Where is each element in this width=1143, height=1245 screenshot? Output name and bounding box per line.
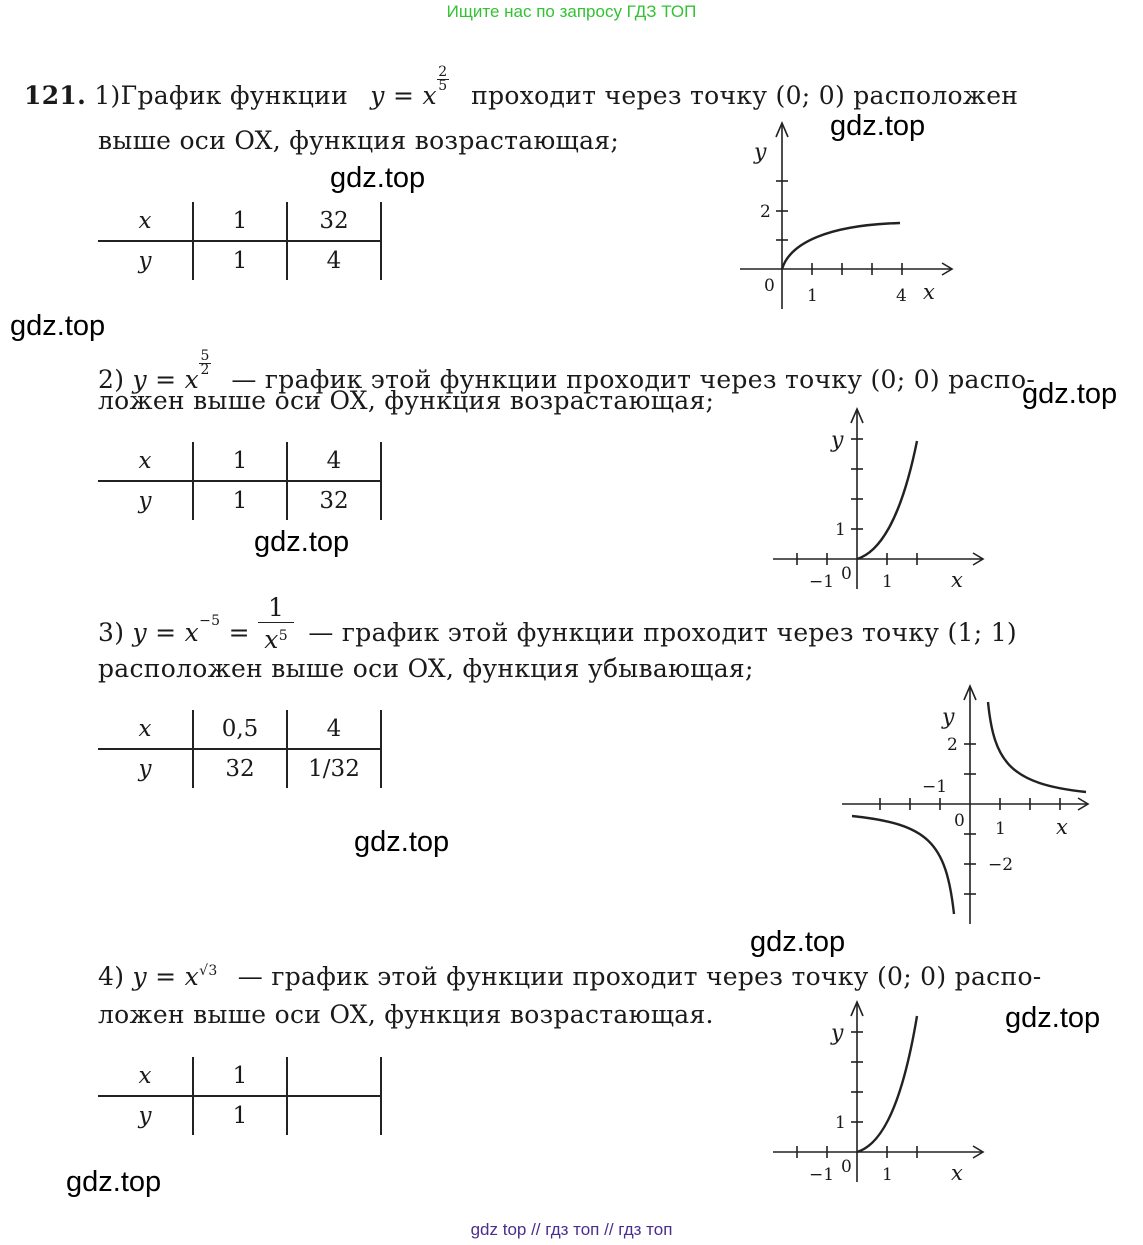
part1-line1	[24, 66, 1018, 110]
origin-label: 0	[764, 276, 775, 296]
watermark: gdz.top	[10, 310, 106, 342]
tick-label: 1	[995, 819, 1006, 839]
watermark: gdz.top	[830, 110, 926, 142]
watermark: gdz.top	[330, 162, 426, 194]
table-cell: y	[138, 488, 152, 514]
part3-formula: y = x	[132, 618, 200, 647]
table-cell: 1	[193, 481, 287, 520]
part4-label: 4)	[98, 962, 125, 991]
part3-label: 3)	[98, 618, 125, 647]
part3-value-table	[98, 710, 382, 788]
table-cell: 1	[193, 1096, 287, 1135]
y-axis-label: y	[754, 140, 767, 165]
tick-label: 1	[835, 1113, 846, 1133]
watermark: gdz.top	[1022, 378, 1118, 410]
part4-value-table	[98, 1057, 382, 1135]
x-axis-label: x	[951, 568, 963, 592]
watermark: gdz.top	[254, 526, 350, 558]
part4-line2: ложен выше оси OX, функция возрастающая.	[98, 1000, 714, 1029]
tick-label: 1	[807, 286, 818, 306]
origin-label: 0	[954, 811, 965, 831]
table-cell: 0,5	[193, 710, 287, 749]
part4-exponent: √3	[199, 963, 218, 979]
part1-text-a: График функции	[120, 81, 349, 110]
footer-links[interactable]: gdz top // гдз топ // гдз топ	[470, 1220, 673, 1239]
part3-graph	[838, 682, 1094, 928]
table-cell: 32	[193, 749, 287, 788]
y-axis-label: y	[831, 428, 844, 453]
tick-label: 1	[882, 572, 893, 592]
tick-label: 1	[882, 1165, 893, 1185]
part4-text-a: — график этой функции проходит через точку (0; 0) распо-	[237, 962, 1042, 991]
watermark: gdz.top	[354, 826, 450, 858]
part3-equals: =	[228, 618, 250, 647]
table-cell: 1	[193, 202, 287, 241]
table-cell: 1	[193, 442, 287, 481]
part2-value-table	[98, 442, 382, 520]
origin-label: 0	[841, 564, 852, 584]
part1-exponent: $\frac{2}{5}$	[438, 64, 448, 94]
table-cell: 32	[287, 481, 381, 520]
tick-label: 4	[896, 286, 907, 306]
table-cell: y	[138, 756, 152, 782]
tick-label: 2	[947, 735, 958, 755]
table-cell: y	[138, 1103, 152, 1129]
tick-label: −2	[988, 855, 1014, 875]
part1-line2: выше оси OX, функция возрастающая;	[98, 126, 620, 155]
part2-label: 2)	[98, 365, 125, 394]
part3-fraction: $\frac{1}{x^5}$	[258, 594, 294, 653]
part4-formula: y = x	[132, 962, 200, 991]
table-cell: 4	[287, 710, 381, 749]
table-cell: 4	[287, 442, 381, 481]
table-cell: 32	[287, 202, 381, 241]
x-axis-label: x	[951, 1161, 963, 1185]
tick-label: 1	[835, 520, 846, 540]
y-axis-label: y	[942, 705, 955, 730]
part2-text-a: — график этой функции проходит через точку (0; 0) распо-	[231, 365, 1036, 394]
tick-label: −1	[922, 777, 948, 797]
origin-label: 0	[841, 1157, 852, 1177]
part3-exponent: −5	[199, 613, 221, 629]
part1-graph	[730, 115, 970, 315]
watermark: gdz.top	[1005, 1002, 1101, 1034]
part3-line2: расположен выше оси OX, функция убывающая;	[98, 654, 754, 683]
table-cell	[287, 1096, 381, 1135]
table-cell: x	[98, 202, 193, 241]
table-cell: 4	[287, 241, 381, 280]
table-cell: x	[98, 1057, 193, 1096]
part1-label: 1)	[94, 81, 121, 110]
part1-value-table	[98, 202, 382, 280]
part2-graph	[765, 405, 995, 595]
x-axis-label: x	[923, 280, 935, 304]
tick-label: −1	[809, 572, 835, 592]
table-cell: 1	[193, 1057, 287, 1096]
y-axis-label: y	[831, 1021, 844, 1046]
part1-formula: y = x	[370, 81, 437, 110]
table-cell	[287, 1057, 381, 1096]
table-cell: 1	[193, 241, 287, 280]
tick-label: 2	[760, 202, 771, 222]
table-cell: y	[138, 248, 152, 274]
part2-line2: ложен выше оси OX, функция возрастающая;	[98, 386, 715, 415]
part3-line1	[98, 594, 1017, 656]
tick-label: −1	[809, 1165, 835, 1185]
part4-line1	[98, 962, 1042, 991]
search-hint-link[interactable]: Ищите нас по запросу ГДЗ ТОП	[446, 2, 697, 21]
table-cell: x	[98, 710, 193, 749]
part2-formula: y = x	[132, 365, 200, 394]
watermark: gdz.top	[66, 1166, 162, 1198]
problem-number: 121.	[24, 81, 87, 110]
part4-graph	[765, 998, 995, 1188]
part2-exponent: $\frac{5}{2}$	[200, 348, 210, 378]
part3-text-a: — график этой функции проходит через точку (1; 1)	[308, 618, 1017, 647]
part1-text-b: проходит через точку (0; 0) расположен	[471, 81, 1019, 110]
watermark: gdz.top	[750, 926, 846, 958]
x-axis-label: x	[1056, 815, 1068, 839]
table-cell: x	[98, 442, 193, 481]
table-cell: 1/32	[287, 749, 381, 788]
